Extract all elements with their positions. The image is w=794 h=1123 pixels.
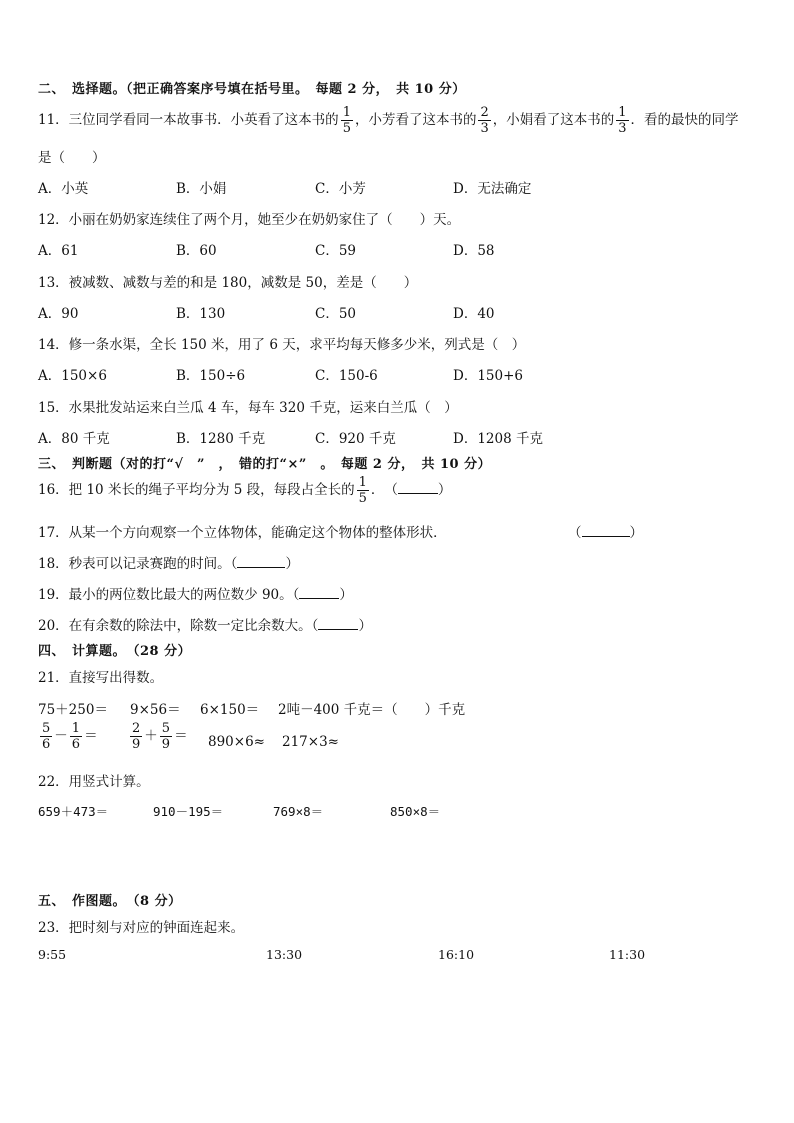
q16-paren-close: ） <box>437 482 452 498</box>
q14-option-c[interactable]: C．150-6 <box>315 368 378 384</box>
question-11 <box>38 106 739 135</box>
time-label-3: 16:10 <box>438 947 475 962</box>
q19-answer-blank[interactable] <box>299 586 339 599</box>
q15-option-b[interactable]: B．1280 千克 <box>176 431 266 447</box>
question-17: 17．从某一个方向观察一个立体物体，能确定这个物体的整体形状． <box>38 525 447 541</box>
calc-890-times-6: 890×6≈ <box>208 734 265 750</box>
question-20-text: 20．在有余数的除法中，除数一定比余数大。（ <box>38 618 319 634</box>
q15-option-c[interactable]: C．920 千克 <box>315 431 396 447</box>
vertical-calc-769-times-8: 769×8＝ <box>273 804 324 819</box>
q13-option-a[interactable]: A．90 <box>38 306 79 322</box>
fraction-five-ninths: $\frac{5}{9}$ <box>161 721 171 752</box>
vertical-calc-910-minus-195: 910－195＝ <box>153 804 224 819</box>
fraction-one-sixth: $\frac{1}{6}$ <box>71 721 81 752</box>
q11-option-d[interactable]: D．无法确定 <box>453 181 532 197</box>
q17-paren-close: ） <box>629 525 643 541</box>
question-18-text: 18．秒表可以记录赛跑的时间。（ <box>38 556 238 572</box>
section-2-title: 二、 选择题。（把正确答案序号填在括号里。 每题 2 分， 共 10 分） <box>38 82 466 97</box>
plus-sign: ＋ <box>144 728 158 744</box>
fraction-one-fifth-q16: $\frac{1}{5}$ <box>358 475 367 506</box>
q19-paren-close: ） <box>339 587 353 603</box>
q12-option-b[interactable]: B．60 <box>176 243 217 259</box>
fraction-one-fifth: $\frac{1}{5}$ <box>342 105 351 136</box>
calc-75-plus-250: 75＋250＝ <box>38 702 108 718</box>
q11-option-c[interactable]: C．小芳 <box>315 181 366 197</box>
q15-option-d[interactable]: D．1208 千克 <box>453 431 543 447</box>
section-5-title: 五、 作图题。 （8 分） <box>38 894 182 909</box>
vertical-calc-850-times-8: 850×8＝ <box>390 804 441 819</box>
q18-answer-blank[interactable] <box>237 555 285 568</box>
q15-option-a[interactable]: A．80 千克 <box>38 431 110 447</box>
question-16 <box>38 476 451 505</box>
q17-paren-open: （ <box>568 525 582 541</box>
question-13: 13．被减数、减数与差的和是 180，减数是 50，差是（ ） <box>38 275 418 291</box>
q20-answer-blank[interactable] <box>318 617 358 630</box>
q12-option-d[interactable]: D．58 <box>453 243 495 259</box>
fraction-two-thirds: $\frac{2}{3}$ <box>480 105 489 136</box>
q12-option-a[interactable]: A．61 <box>38 243 79 259</box>
q11-option-b[interactable]: B．小娟 <box>176 181 227 197</box>
equals-sign: ＝ <box>84 728 98 744</box>
q20-paren-close: ） <box>358 618 372 634</box>
question-11-text-a: 11．三位同学看同一本故事书．小英看了这本书的 <box>38 112 339 128</box>
q11-option-a[interactable]: A．小英 <box>38 181 89 197</box>
question-22: 22．用竖式计算。 <box>38 774 150 790</box>
time-label-2: 13:30 <box>266 947 303 962</box>
q12-option-c[interactable]: C．59 <box>315 243 357 259</box>
question-14: 14．修一条水渠，全长 150 米，用了 6 天，求平均每天修多少米，列式是（ ） <box>38 337 526 353</box>
question-15: 15．水果批发站运来白兰瓜 4 车，每车 320 千克，运来白兰瓜（ ） <box>38 400 458 416</box>
question-11-text-e: 是（ ） <box>38 150 106 166</box>
fraction-five-sixths: $\frac{5}{6}$ <box>42 721 51 752</box>
q14-option-d[interactable]: D．150+6 <box>453 368 523 384</box>
question-20 <box>38 614 372 634</box>
section-3-title: 三、 判断题（对的打“√ ” ， 错的打“×” 。 每题 2 分， 共 10 分） <box>38 457 492 472</box>
minus-sign: － <box>54 728 68 744</box>
calc-6-times-150: 6×150＝ <box>200 702 260 718</box>
calc-ton-to-kg: 2吨－400 千克＝（ ）千克 <box>278 702 466 718</box>
fraction-two-ninths: $\frac{2}{9}$ <box>132 721 141 752</box>
question-16-text: 16．把 10 米长的绳子平均分为 5 段，每段占全长的 <box>38 482 355 498</box>
question-21: 21．直接写出得数。 <box>38 670 164 686</box>
q14-option-a[interactable]: A．150×6 <box>38 368 107 384</box>
q13-option-d[interactable]: D．40 <box>453 306 495 322</box>
time-label-4: 11:30 <box>609 947 646 962</box>
fraction-one-third: $\frac{1}{3}$ <box>618 105 627 136</box>
question-19-text: 19．最小的两位数比最大的两位数少 90。（ <box>38 587 300 603</box>
time-label-1: 9:55 <box>38 947 67 962</box>
question-19 <box>38 583 353 603</box>
q13-option-c[interactable]: C．50 <box>315 306 357 322</box>
calc-217-times-3: 217×3≈ <box>282 734 339 750</box>
q17-answer-blank[interactable] <box>582 524 630 537</box>
q16-paren-open: ． （ <box>370 482 398 498</box>
calc-9-times-56: 9×56＝ <box>130 702 181 718</box>
q17-answer <box>568 521 643 541</box>
vertical-calc-659-plus-473: 659＋473＝ <box>38 804 109 819</box>
q13-option-b[interactable]: B．130 <box>176 306 226 322</box>
question-11-text-b: ，小芳看了这本书的 <box>354 112 477 128</box>
section-4-title: 四、 计算题。 （28 分） <box>38 644 192 659</box>
q16-answer-blank[interactable] <box>398 481 438 494</box>
q18-paren-close: ） <box>285 556 299 572</box>
calc-fraction-subtract <box>38 722 98 751</box>
question-18 <box>38 552 299 572</box>
q14-option-b[interactable]: B．150÷6 <box>176 368 246 384</box>
question-11-text-d: ．看的最快的同学 <box>630 112 739 128</box>
question-23: 23．把时刻与对应的钟面连起来。 <box>38 920 245 936</box>
question-12: 12．小丽在奶奶家连续住了两个月，她至少在奶奶家住了（ ）天。 <box>38 212 461 228</box>
equals-sign-2: ＝ <box>174 728 188 744</box>
question-11-text-c: ，小娟看了这本书的 <box>492 112 615 128</box>
calc-fraction-add <box>128 722 188 751</box>
